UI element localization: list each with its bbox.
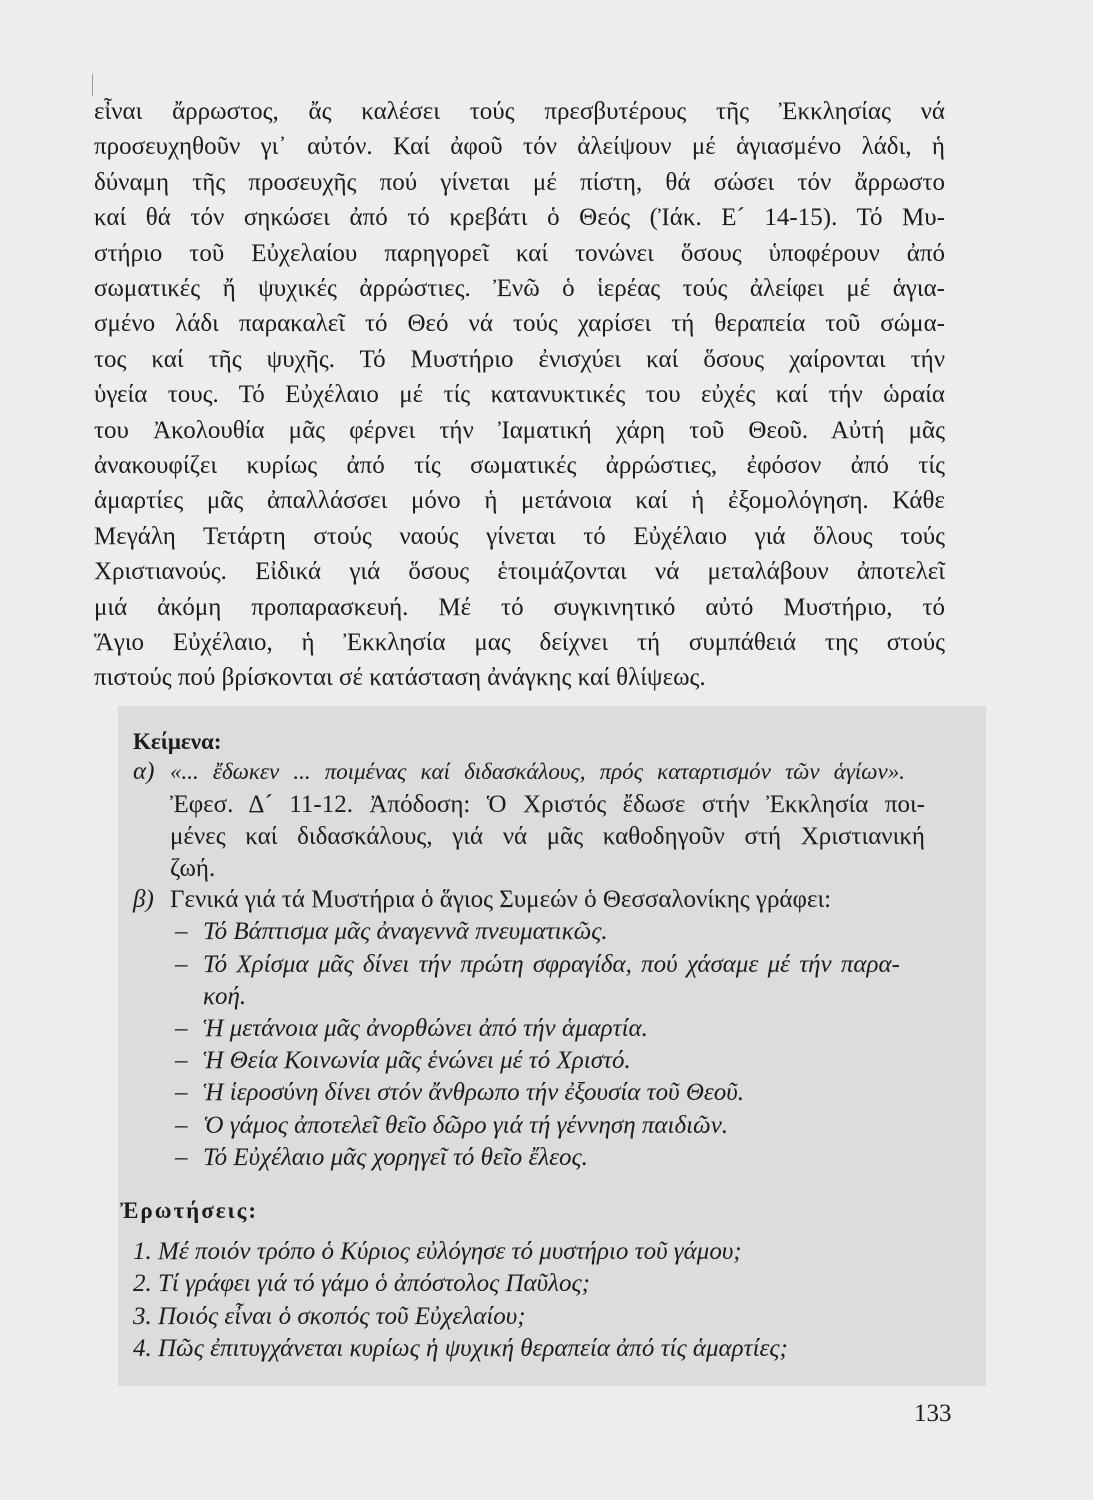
dash: – <box>175 918 188 945</box>
sacrament-item: Τό Βάπτισμα μᾶς ἀναγεννᾶ πνευματικῶς. <box>203 918 608 945</box>
sacrament-item: Ἡ μετάνοια μᾶς ἀνορθώνει ἀπό τήν ἁμαρτία. <box>203 1015 648 1042</box>
item-a-line: ζωή. <box>170 855 216 882</box>
body-line: προσευχηθοῦν γι᾽ αὐτόν. Καί ἀφοῦ τόν ἀλείψουν μέ ἁγιασμένο λάδι, ἡ <box>94 133 945 160</box>
item-a-quote: «... ἔδωκεν ... ποιμένας καί διδασκάλους, πρός καταρτισμόν τῶν ἁγίων». <box>170 759 905 784</box>
sacrament-item: Τό Χρίσμα μᾶς δίνει τήν πρώτη σφραγίδα, πού χάσαμε μέ τήν παρα- <box>203 951 900 978</box>
page-number: 133 <box>914 1400 952 1427</box>
item-b-label: β) <box>133 886 154 913</box>
item-a-label: α) <box>133 758 155 785</box>
body-line: Χριστιανούς. Εἰδικά γιά ὅσους ἑτοιμάζονται νά μεταλάβουν ἀποτελεῖ <box>94 558 945 585</box>
item-a-line: μένες καί διδασκάλους, γιά νά μᾶς καθοδηγοῦν στή Χριστιανική <box>170 823 925 850</box>
questions-heading: Ἐρωτήσεις: <box>120 1198 259 1223</box>
scan-margin-mark <box>92 74 93 96</box>
question-item: 2. Τί γράφει γιά τό γάμο ὁ ἀπόστολος Παῦλος; <box>133 1270 590 1297</box>
body-line: του Ἀκολουθία μᾶς φέρνει τήν Ἰαματική χάρη τοῦ Θεοῦ. Αὐτή μᾶς <box>94 417 945 444</box>
body-line: μιά ἀκόμη προπαρασκευή. Μέ τό συγκινητικό αὐτό Μυστήριο, τό <box>94 594 945 621</box>
dash: – <box>175 1015 188 1042</box>
body-line: ἀνακουφίζει κυρίως ἀπό τίς σωματικές ἀρρώστιες, ἐφόσον ἀπό τίς <box>94 452 945 479</box>
sacrament-item-cont: κοή. <box>203 983 247 1010</box>
body-line: πιστούς πού βρίσκονται σέ κατάσταση ἀνάγκης καί θλίψεως. <box>94 664 706 691</box>
question-item: 1. Μέ ποιόν τρόπο ὁ Κύριος εὐλόγησε τό μυστήριο τοῦ γάμου; <box>133 1238 742 1265</box>
question-item: 3. Ποιός εἶναι ὁ σκοπός τοῦ Εὐχελαίου; <box>133 1303 526 1330</box>
dash: – <box>175 951 188 978</box>
sacrament-item: Τό Εὐχέλαιο μᾶς χορηγεῖ τό θεῖο ἔλεος. <box>203 1144 588 1171</box>
body-line: δύναμη τῆς προσευχῆς πού γίνεται μέ πίστη, θά σώσει τόν ἄρρωστο <box>94 169 945 196</box>
sacrament-item: Ἡ Θεία Κοινωνία μᾶς ἑνώνει μέ τό Χριστό. <box>203 1047 631 1074</box>
sacrament-item: Ὁ γάμος ἀποτελεῖ θεῖο δῶρο γιά τή γέννηση παιδιῶν. <box>203 1112 729 1139</box>
body-line: ἁμαρτίες μᾶς ἀπαλλάσσει μόνο ἡ μετάνοια καί ἡ ἐξομολόγηση. Κάθε <box>94 487 945 514</box>
item-b-intro: Γενικά γιά τά Μυστήρια ὁ ἅγιος Συμεών ὁ Θεσσαλονίκης γράφει: <box>170 886 832 913</box>
body-line: τος καί τῆς ψυχῆς. Τό Μυστήριο ἐνισχύει καί ὅσους χαίρονται τήν <box>94 346 945 373</box>
body-line: στήριο τοῦ Εὐχελαίου παρηγορεῖ καί τονώνει ὅσους ὑποφέρουν ἀπό <box>94 240 945 267</box>
body-line: σωματικές ἤ ψυχικές ἀρρώστιες. Ἐνῶ ὁ ἱερέας τούς ἀλείφει μέ ἁγια- <box>94 275 945 302</box>
dash: – <box>175 1047 188 1074</box>
question-item: 4. Πῶς ἐπιτυγχάνεται κυρίως ἡ ψυχική θεραπεία ἀπό τίς ἁμαρτίες; <box>133 1335 788 1362</box>
body-line: Ἅγιο Εὐχέλαιο, ἡ Ἐκκλησία μας δείχνει τή συμπάθειά της στούς <box>94 629 945 656</box>
texts-heading: Κείμενα: <box>133 729 222 754</box>
dash: – <box>175 1112 188 1139</box>
body-line: Μεγάλη Τετάρτη στούς ναούς γίνεται τό Εὐχέλαιο γιά ὅλους τούς <box>94 523 945 550</box>
body-line: ὑγεία τους. Τό Εὐχέλαιο μέ τίς κατανυκτικές του εὐχές καί τήν ὡραία <box>94 381 945 408</box>
dash: – <box>175 1144 188 1171</box>
item-a-line: Ἐφεσ. Δ´ 11-12. Ἀπόδοση: Ὁ Χριστός ἔδωσε στήν Ἐκκλησία ποι- <box>170 791 925 818</box>
body-line: καί θά τόν σηκώσει ἀπό τό κρεβάτι ὁ Θεός (Ἰάκ. Ε´ 14-15). Τό Μυ- <box>94 204 945 231</box>
body-line: σμένο λάδι παρακαλεῖ τό Θεό νά τούς χαρίσει τή θεραπεία τοῦ σώμα- <box>94 310 945 337</box>
body-line: εἶναι ἄρρωστος, ἄς καλέσει τούς πρεσβυτέρους τῆς Ἐκκλησίας νά <box>94 98 945 125</box>
dash: – <box>175 1079 188 1106</box>
sacrament-item: Ἡ ἱεροσύνη δίνει στόν ἄνθρωπο τήν ἐξουσία τοῦ Θεοῦ. <box>203 1079 744 1106</box>
